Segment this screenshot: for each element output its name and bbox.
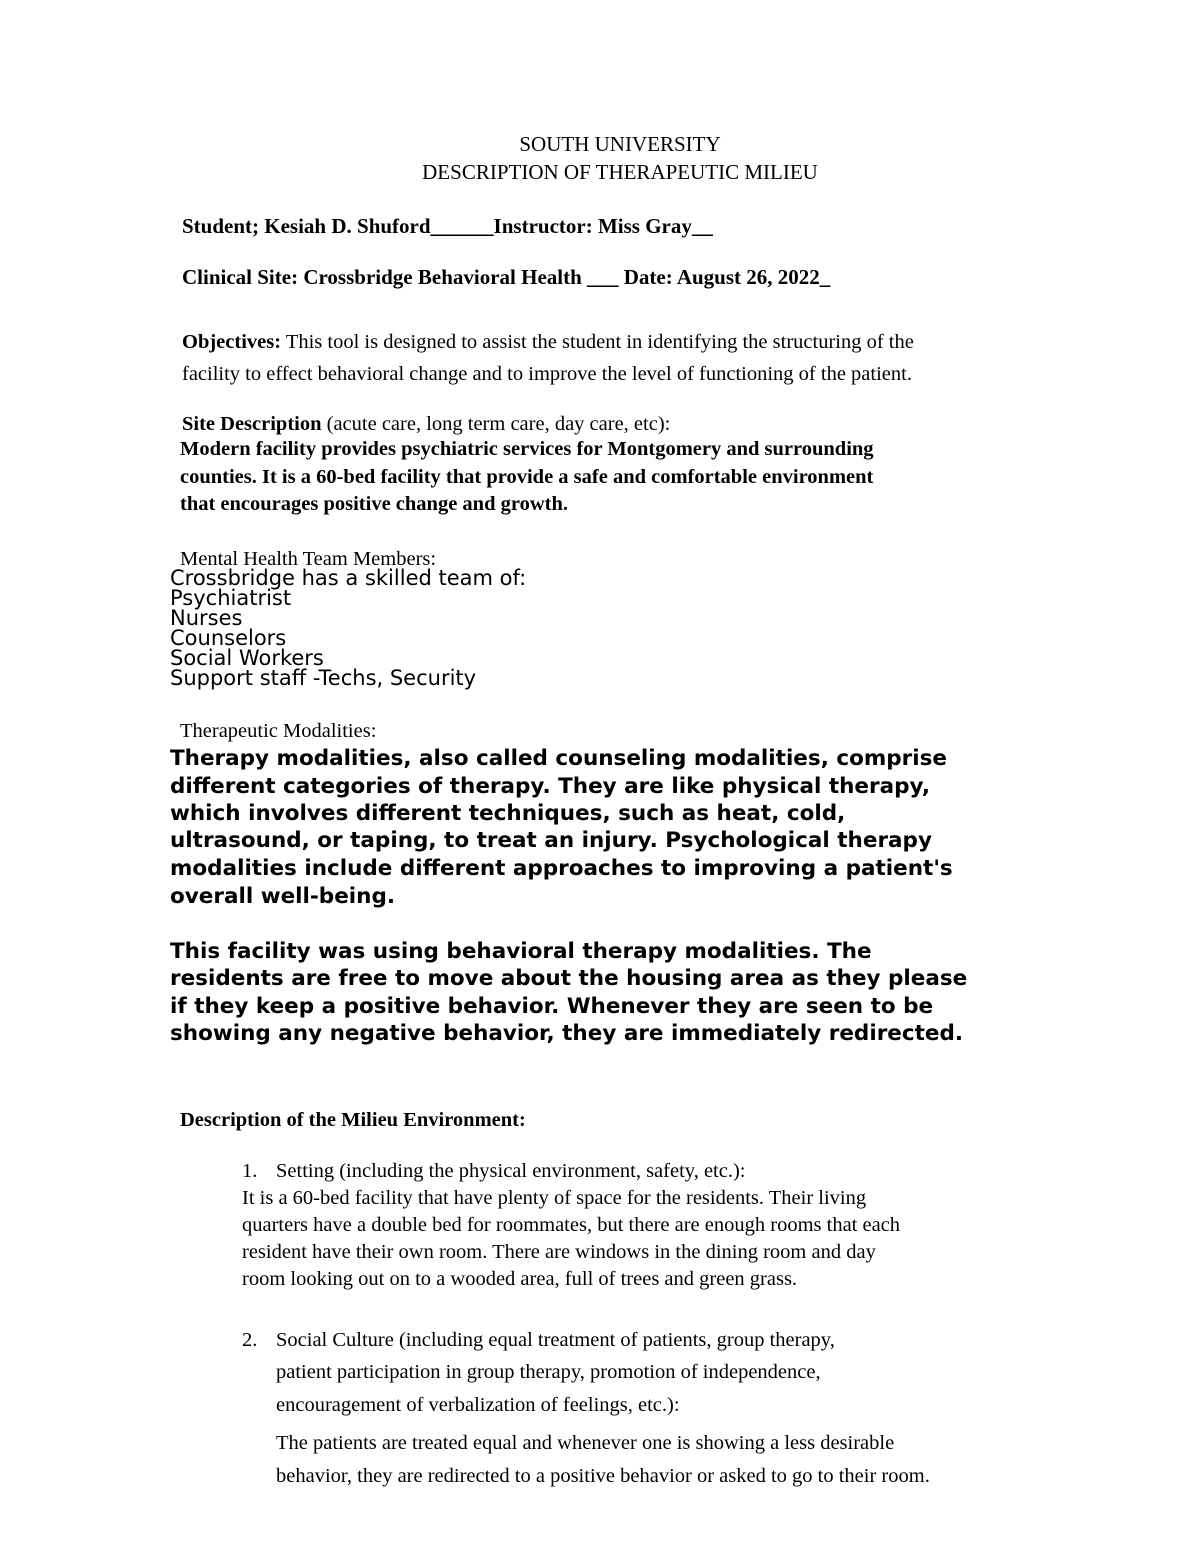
milieu-item-2-heading-line: encouragement of verbalization of feelings, etc.):: [276, 1394, 680, 1416]
form-title: DESCRIPTION OF THERAPEUTIC MILIEU: [422, 160, 818, 184]
site-description-heading: [182, 413, 670, 436]
modalities-paragraph-line: if they keep a positive behavior. Whenever they are seen to be: [170, 994, 934, 1019]
team-members-heading: Mental Health Team Members:: [180, 548, 437, 570]
modalities-heading: Therapeutic Modalities:: [180, 720, 377, 742]
team-member-line: Social Workers: [170, 646, 324, 670]
site-description-line: Modern facility provides psychiatric services for Montgomery and surrounding: [180, 438, 874, 460]
modalities-paragraph-line: showing any negative behavior, they are immediately redirected.: [170, 1021, 964, 1046]
milieu-item-2-line: The patients are treated equal and whenever one is showing a less desirable: [276, 1432, 895, 1454]
site-description-label: Site Description: [182, 413, 322, 435]
team-member-line: Counselors: [170, 626, 287, 650]
milieu-item-2-line: behavior, they are redirected to a positive behavior or asked to go to their room.: [276, 1465, 930, 1487]
modalities-paragraph-line: This facility was using behavioral therapy modalities. The: [170, 939, 872, 964]
team-member-line: Nurses: [170, 606, 243, 630]
milieu-item-1-line: It is a 60-bed facility that have plenty of space for the residents. Their living: [242, 1187, 867, 1209]
milieu-item-2-heading-line: patient participation in group therapy, promotion of independence,: [276, 1361, 821, 1383]
modalities-paragraph-line: which involves different techniques, such as heat, cold,: [170, 801, 846, 826]
objectives-label: Objectives:: [182, 331, 282, 353]
milieu-item-1-number: 1.: [242, 1160, 258, 1182]
objectives-text: This tool is designed to assist the student in identifying the structuring of the: [285, 331, 914, 353]
modalities-paragraph-line: Therapy modalities, also called counseling modalities, comprise: [170, 746, 948, 771]
milieu-item-2-heading-line: Social Culture (including equal treatment of patients, group therapy,: [276, 1329, 835, 1351]
team-member-line: Crossbridge has a skilled team of:: [170, 566, 527, 590]
site-description-line: counties. It is a 60-bed facility that provide a safe and comfortable environment: [180, 466, 874, 488]
milieu-item-1-line: quarters have a double bed for roommates, but there are enough rooms that each: [242, 1214, 901, 1236]
milieu-item-1-line: room looking out on to a wooded area, full of trees and green grass.: [242, 1268, 798, 1290]
modalities-paragraph-line: modalities include different approaches to improving a patient's: [170, 856, 953, 881]
modalities-paragraph-line: ultrasound, or taping, to treat an injury. Psychological therapy: [170, 828, 932, 853]
student-instructor-line: Student; Kesiah D. Shuford______Instructor: Miss Gray__: [182, 214, 713, 238]
team-member-line: Support staff -Techs, Security: [170, 666, 477, 690]
clinical-site-date-line: Clinical Site: Crossbridge Behavioral Health ___ Date: August 26, 2022_: [182, 265, 831, 289]
team-member-line: Psychiatrist: [170, 586, 292, 610]
modalities-paragraph-line: residents are free to move about the housing area as they please: [170, 966, 968, 991]
university-title: SOUTH UNIVERSITY: [519, 132, 721, 156]
objectives-line-2: facility to effect behavioral change and to improve the level of functioning of the patient.: [182, 363, 912, 385]
site-description-line: that encourages positive change and growth.: [180, 493, 568, 515]
milieu-heading: Description of the Milieu Environment:: [180, 1109, 526, 1131]
milieu-item-1-heading: Setting (including the physical environment, safety, etc.):: [276, 1160, 746, 1182]
modalities-paragraph-line: overall well-being.: [170, 884, 396, 909]
objectives-line-1: [182, 331, 914, 354]
milieu-item-2-number: 2.: [242, 1329, 258, 1351]
site-description-hint: (acute care, long term care, day care, etc):: [326, 413, 671, 435]
milieu-item-1-line: resident have their own room. There are windows in the dining room and day: [242, 1241, 876, 1263]
modalities-paragraph-line: different categories of therapy. They are like physical therapy,: [170, 774, 931, 799]
